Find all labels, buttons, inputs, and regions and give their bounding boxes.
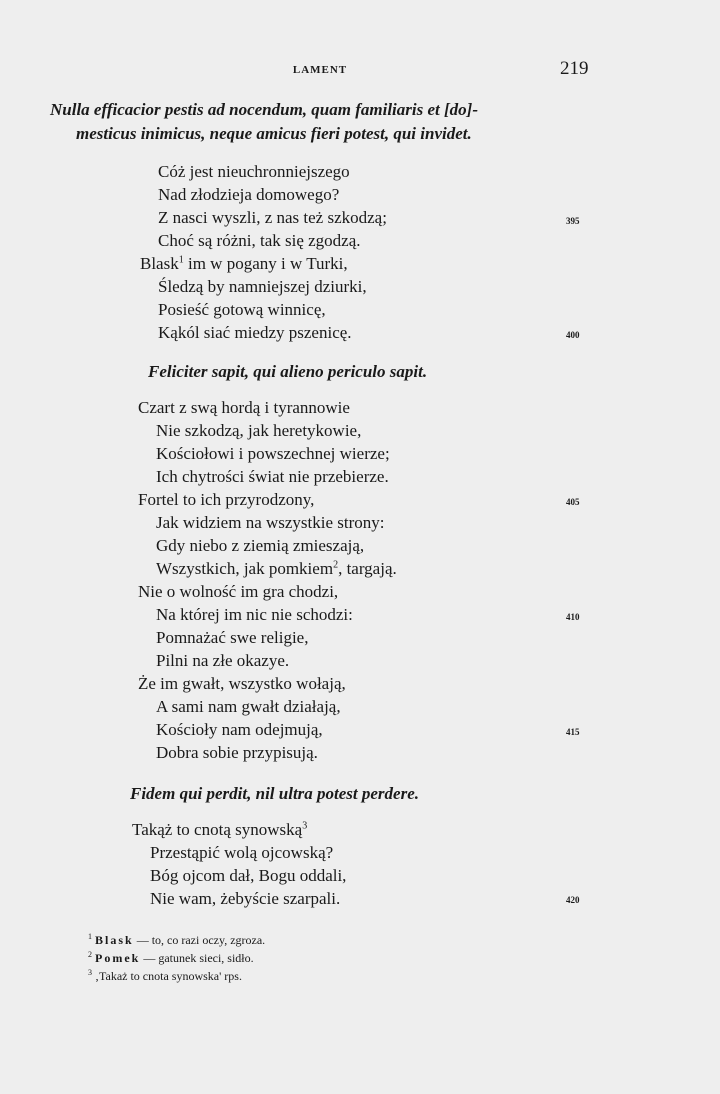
page-number: 219: [560, 58, 589, 79]
verse-line: Gdy niebo z ziemią zmieszają,: [156, 536, 365, 555]
line-number: 395: [566, 216, 580, 226]
verse-line: [140, 254, 348, 274]
verse-line-part: , targają.: [338, 559, 397, 578]
running-header: LAMENT: [292, 64, 348, 76]
footnote-mark: 2: [88, 950, 92, 959]
footnote-text: — gatunek sieci, sidło.: [140, 951, 254, 965]
verse-line: Czart z swą hordą i tyrannowie: [138, 398, 350, 417]
verse-line-part: Takąż to cnotą synowską: [132, 820, 303, 839]
verse-line: Że im gwałt, wszystko wołają,: [138, 674, 346, 693]
verse-line: Pomnażać swe religie,: [156, 628, 309, 647]
footnote-marker: 1: [178, 254, 184, 266]
footnote-marker: 2: [333, 559, 339, 571]
verse-line: Kościoły nam odejmują,: [156, 720, 323, 739]
line-number: 415: [566, 727, 580, 737]
verse-line: Nie o wolność im gra chodzi,: [138, 582, 339, 601]
line-number: 410: [566, 612, 580, 622]
footnote-mark: 3: [88, 968, 92, 977]
footnote: [88, 932, 265, 948]
footnote: [88, 950, 254, 966]
verse-line: Posieść gotową winnicę,: [158, 300, 326, 319]
verse-line: Bóg ojcom dał, Bogu oddali,: [150, 866, 347, 885]
footnote-term: Blask: [95, 933, 134, 947]
footnote-text: — to, co razi oczy, zgroza.: [133, 933, 266, 947]
footnote-marker: 3: [302, 820, 308, 832]
verse-line: Kościołowi i powszechnej wierze;: [156, 444, 390, 463]
motto-line: Fidem qui perdit, nil ultra potest perdere.: [130, 784, 420, 803]
line-number: 400: [566, 330, 580, 340]
verse-line: Na której im nic nie schodzi:: [156, 605, 353, 624]
verse-line: [156, 559, 397, 579]
line-number: 405: [566, 497, 580, 507]
line-number: 420: [566, 895, 580, 905]
verse-line: [132, 820, 307, 840]
footnote-text: ‚Takaż to cnota synowska' rps.: [95, 969, 242, 983]
verse-line: Jak widziem na wszystkie strony:: [156, 513, 385, 532]
verse-line: Ich chytrości świat nie przebierze.: [156, 467, 389, 486]
verse-line: A sami nam gwałt działają,: [156, 697, 341, 716]
motto-line: mesticus inimicus, neque amicus fieri potest, qui invidet.: [76, 124, 472, 143]
verse-word-blask: Blask: [140, 254, 179, 273]
verse-line-rest: im w pogany i w Turki,: [187, 254, 348, 273]
verse-line: Fortel to ich przyrodzony,: [138, 490, 315, 509]
verse-line: Pilni na złe okazye.: [156, 651, 290, 670]
verse-line: Przestąpić wolą ojcowską?: [150, 843, 334, 862]
verse-line: Nie wam, żebyście szarpali.: [150, 889, 341, 908]
motto-line: Feliciter sapit, qui alieno periculo sapit.: [148, 362, 428, 381]
verse-line: Nie szkodzą, jak heretykowie,: [156, 421, 362, 440]
motto-line: Nulla efficacior pestis ad nocendum, quam familiaris et [do]-: [50, 100, 478, 119]
verse-line-part: Wszystkich, jak pomkiem: [156, 559, 334, 578]
verse-line: Cóż jest nieuchronniejszego: [158, 162, 350, 181]
verse-line: Choć są różni, tak się zgodzą.: [158, 231, 361, 250]
footnote-term: Pomek: [95, 951, 141, 965]
verse-line: Kąkól siać miedzy pszenicę.: [158, 323, 352, 342]
footnote-mark: 1: [88, 932, 92, 941]
verse-line: Dobra sobie przypisują.: [156, 743, 318, 762]
footnote: [88, 968, 242, 984]
verse-line: Śledzą by namniejszej dziurki,: [158, 277, 367, 296]
verse-line: Nad złodzieja domowego?: [158, 185, 340, 204]
verse-line: Z nasci wyszli, z nas też szkodzą;: [158, 208, 387, 227]
